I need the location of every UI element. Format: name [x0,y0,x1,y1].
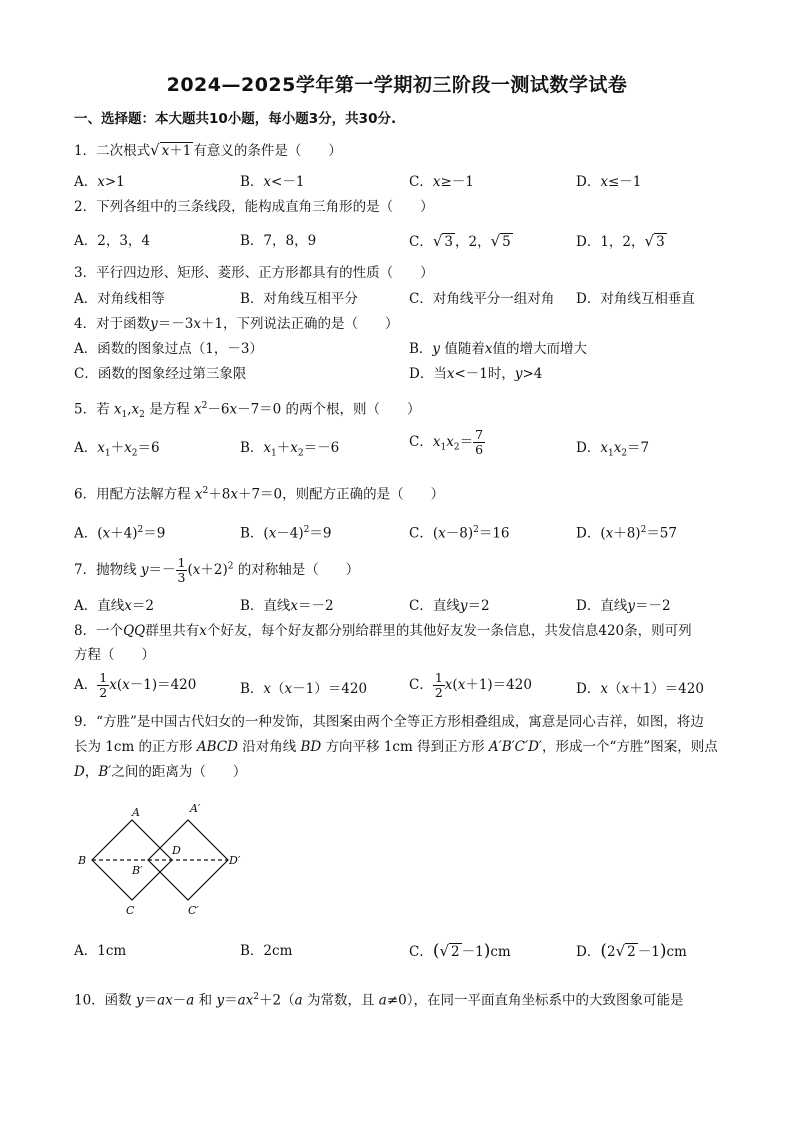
label-B-prime: B′ [132,864,143,877]
q8-option-c[interactable]: C． $\frac{1}{2}$ x(x＋1)＝420 [409,670,532,700]
question-8-stem-line1: 8．一个QQ群里共有x个好友，每个好友都分别给群里的其他好友发一条信息，共发信息420条，则可列 [74,623,692,639]
q4-option-b[interactable]: B．y 值随着x值的增大而增大 [409,341,587,357]
label-C-prime: C′ [188,904,199,917]
square-overlap-figure [70,800,260,925]
question-6-stem: 6．用配方法解方程 $x^2+8x+7=0$，则配方正确的是（ ） [74,486,445,503]
question-9-stem-line2: 长为 1cm 的正方形 ABCD 沿对角线 BD 方向平移 1cm 得到正方形 A′B′C′D′，形成一个“方胜”图案，则点 [74,739,718,755]
q6-option-a[interactable]: A．$(x+4)^2=9$ [74,525,166,542]
section-heading: 一、选择题：本大题共10小题，每小题3分，共30分. [74,111,397,127]
q1-option-d[interactable]: D．x≤－1 [576,174,642,190]
label-A-prime: A′ [190,802,201,815]
q3-option-b[interactable]: B．对角线互相平分 [240,291,358,307]
label-A: A [132,806,140,819]
q3-option-a[interactable]: A．对角线相等 [74,291,165,307]
q7-option-d[interactable]: D．直线y＝－2 [576,598,671,614]
q9-option-c[interactable]: C．(√ 2 －1)cm [409,941,511,961]
q8-option-d[interactable]: D．x（x＋1）＝420 [576,681,704,697]
q9-option-b[interactable]: B．2cm [240,943,293,959]
q1-option-c[interactable]: C．x≥－1 [409,174,474,190]
q5-option-b[interactable]: B．$x_1+x_2=-6$ [240,440,340,459]
q5-option-c[interactable]: C．$x_1x_2=$ $\frac{7}{6}$ [409,427,484,457]
question-2-stem: 2．下列各组中的三条线段，能构成直角三角形的是（ ） [74,199,434,215]
label-D: D [172,844,181,857]
question-9-stem-line3: D，B′之间的距离为（ ） [74,764,247,780]
question-5-stem: 5．若 $x_1,x_2$ 是方程 $x^2-6x-7=0$ 的两个根，则（ ） [74,401,421,421]
question-1-stem: 1．二次根式√ x＋1 有意义的条件是（ ） [74,141,342,159]
q3-option-d[interactable]: D．对角线互相垂直 [576,291,695,307]
question-9-stem-line1: 9．“方胜”是中国古代妇女的一种发饰，其图案由两个全等正方形相叠组成，寓意是同心吉祥，如图，将边 [74,714,704,730]
q6-option-c[interactable]: C．$(x-8)^2=16$ [409,525,510,542]
q6-option-d[interactable]: D．$(x+8)^2=57$ [576,525,677,542]
question-3-stem: 3．平行四边形、矩形、菱形、正方形都具有的性质（ ） [74,265,434,281]
question-7-stem: 7．抛物线 y＝－ $\frac{1}{3}$ $(x+2)^2$ 的对称轴是（ ） [74,555,360,585]
q6-option-b[interactable]: B．$(x-4)^2=9$ [240,525,332,542]
label-C: C [126,904,135,917]
q4-option-a[interactable]: A．函数的图象过点（1，－3） [74,341,263,357]
q7-option-a[interactable]: A．直线x＝2 [74,598,154,614]
q2-option-a[interactable]: A．2，3，4 [74,233,151,249]
question-8-stem-line2: 方程（ ） [74,647,155,663]
q2-option-d[interactable]: D．1，2，√ 3 [576,232,665,250]
q9-option-a[interactable]: A．1cm [74,943,127,959]
q2-option-b[interactable]: B．7，8，9 [240,233,317,249]
q5-option-a[interactable]: A．$x_1+x_2=6$ [74,440,160,459]
q2-option-c[interactable]: C．√ 3 ，2，√ 5 [409,232,511,250]
q1-option-a[interactable]: A．x>1 [74,174,125,190]
q8-option-b[interactable]: B．x（x－1）＝420 [240,681,368,697]
question-10-stem: 10．函数 y＝ax－a 和 $y=ax^2+2(a$ 为常数，且 a≠0），在同一平面直角坐标系中的大致图象可能是 [74,992,684,1009]
question-4-stem: 4．对于函数y＝－3x＋1，下列说法正确的是（ ） [74,316,399,332]
label-D-prime: D′ [229,854,241,867]
q1-option-b[interactable]: B．x<－1 [240,174,305,190]
q4-option-d[interactable]: D．当x<－1时，y>4 [409,366,543,382]
q4-option-c[interactable]: C．函数的图象经过第三象限 [74,366,247,382]
q5-option-d[interactable]: D．$x_1x_2=7$ [576,440,650,459]
q3-option-c[interactable]: C．对角线平分一组对角 [409,291,555,307]
q7-option-c[interactable]: C．直线y＝2 [409,598,490,614]
label-B: B [78,854,87,867]
q7-option-b[interactable]: B．直线x＝－2 [240,598,334,614]
page-title: 2024—2025学年第一学期初三阶段一测试数学试卷 [166,74,628,96]
q8-option-a[interactable]: A． $\frac{1}{2}$ x(x－1)＝420 [74,670,197,700]
q9-option-d[interactable]: D．(2√ 2 －1)cm [576,941,687,961]
